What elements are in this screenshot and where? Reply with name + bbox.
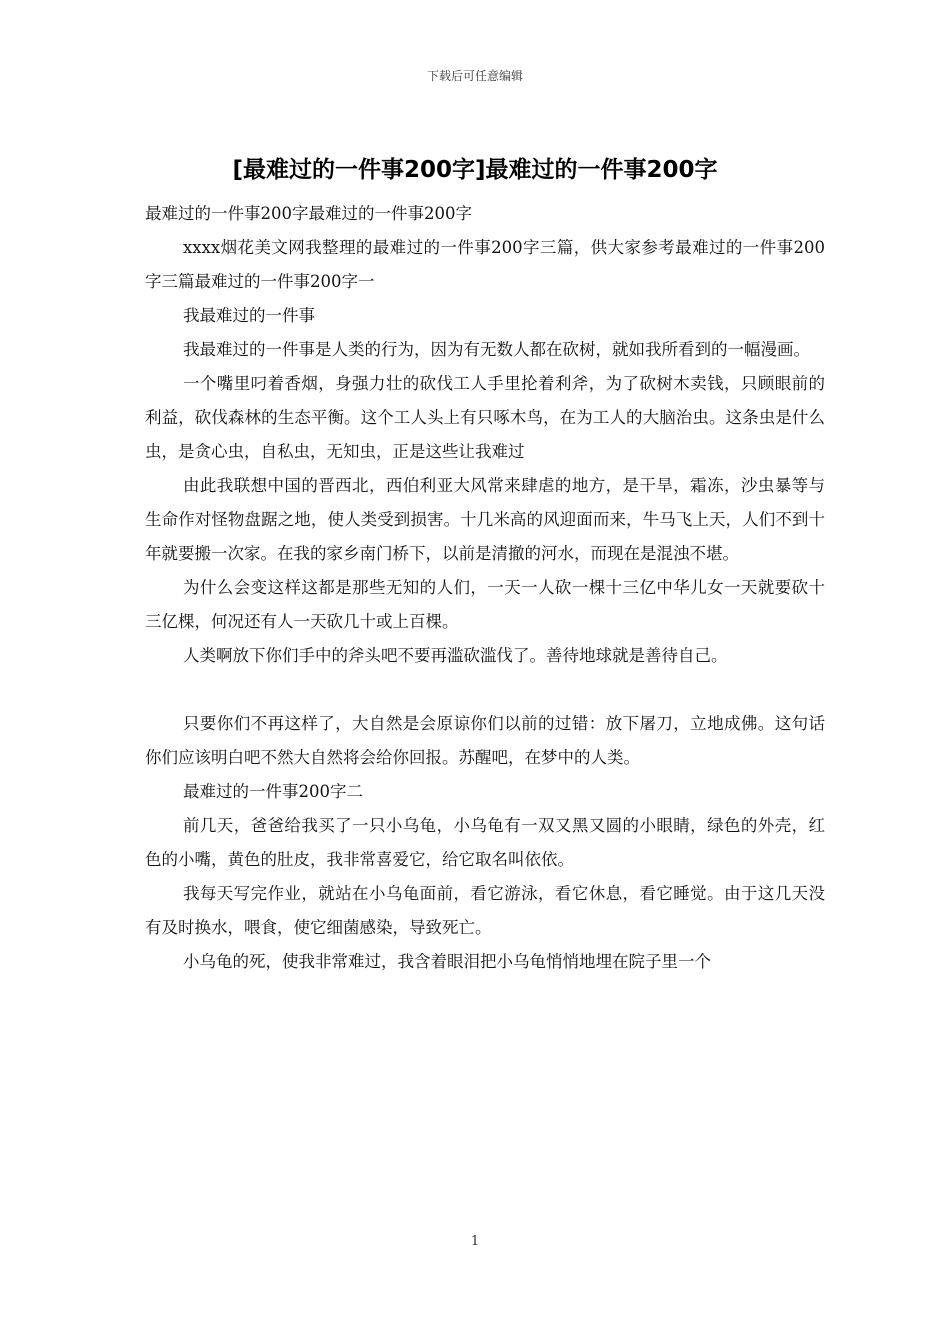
body-paragraph: 前几天，爸爸给我买了一只小乌龟，小乌龟有一双又黑又圆的小眼睛，绿色的外壳，红色的小嘴，黄色的肚皮，我非常喜爱它，给它取名叫依依。 bbox=[145, 816, 825, 869]
body-paragraph: 由此我联想中国的晋西北，西伯利亚大风常来肆虐的地方，是干旱，霜冻，沙虫暴等与生命作对怪物盘踞之地，使人类受到损害。十几米高的风迎面而来，牛马飞上天，人们不到十年就要搬一次家。在我的家乡南门桥下，以前是清撤的河水，而现在是混浊不堪。 bbox=[145, 476, 825, 563]
body-paragraph: xxxx烟花美文网我整理的最难过的一件事200字三篇，供大家参考最难过的一件事200字三篇最难过的一件事200字一 bbox=[145, 238, 825, 291]
body-paragraph: 为什么会变这样这都是那些无知的人们，一天一人砍一棵十三亿中华儿女一天就要砍十三亿棵，何况还有人一天砍几十或上百棵。 bbox=[145, 578, 825, 631]
body-paragraph: 我每天写完作业，就站在小乌龟面前，看它游泳，看它休息，看它睡觉。由于这几天没有及时换水，喂食，使它细菌感染，导致死亡。 bbox=[145, 884, 825, 937]
body-paragraph: 小乌龟的死，使我非常难过，我含着眼泪把小乌龟悄悄地埋在院子里一个 bbox=[183, 952, 711, 971]
body-paragraph: 只要你们不再这样了，大自然是会原谅你们以前的过错：放下屠刀，立地成佛。这句话你们应该明白吧不然大自然将会给你回报。苏醒吧，在梦中的人类。 bbox=[145, 714, 825, 767]
body-paragraph: 人类啊放下你们手中的斧头吧不要再滥砍滥伐了。善待地球就是善待自己。 bbox=[183, 646, 728, 665]
document-title: [最难过的一件事200字]最难过的一件事200字 bbox=[232, 157, 718, 183]
body-paragraph: 我最难过的一件事是人类的行为，因为有无数人都在砍树，就如我所看到的一幅漫画。 bbox=[183, 340, 810, 359]
body-paragraph: 最难过的一件事200字最难过的一件事200字 bbox=[145, 204, 472, 223]
body-paragraph: 我最难过的一件事 bbox=[183, 306, 315, 325]
page-header: 下载后可任意编辑 bbox=[426, 69, 523, 83]
body-paragraph: 一个嘴里叼着香烟，身强力壮的砍伐工人手里抡着利斧，为了砍树木卖钱，只顾眼前的利益，砍伐森林的生态平衡。这个工人头上有只啄木鸟，在为工人的大脑治虫。这条虫是什么虫，是贪心虫，自私虫，无知虫，正是这些让我难过 bbox=[145, 374, 825, 461]
document-body bbox=[145, 197, 825, 979]
page-number: 1 bbox=[470, 1234, 480, 1249]
body-paragraph: 最难过的一件事200字二 bbox=[183, 782, 363, 801]
